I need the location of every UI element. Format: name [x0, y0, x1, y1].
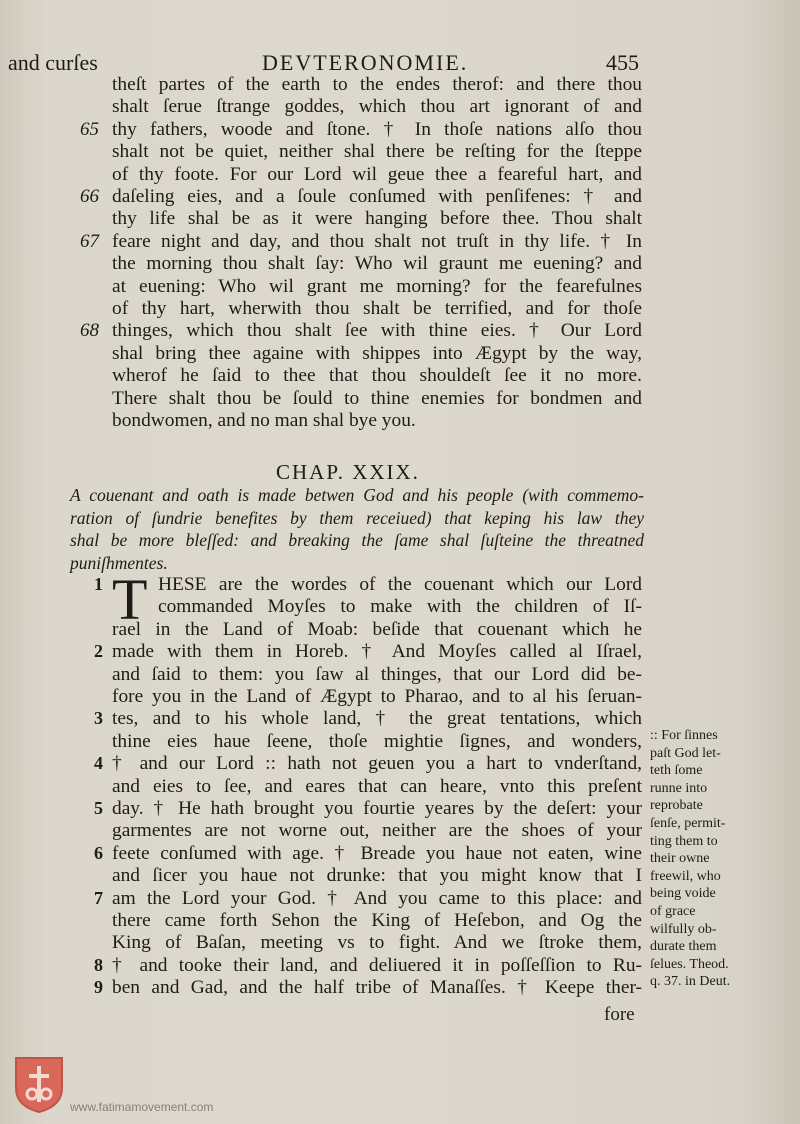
text-line: HESE are the wordes of the couenant which our Lord: [158, 574, 642, 595]
verse-number: 66: [80, 186, 99, 207]
verse-number: 5: [94, 798, 103, 818]
verse-number: 68: [80, 320, 99, 342]
margin-note-line: freewil, who: [650, 868, 721, 884]
margin-note-line: reprobate: [650, 798, 703, 814]
text-line: shal bring thee againe with shippes into Ægypt by the way,: [112, 342, 642, 364]
margin-note-line: ſenſe, permit-: [650, 816, 726, 831]
header-title: DEVTERONOMIE.: [262, 50, 469, 75]
argument-line: A couenant and oath is made betwen God and his people (with commemo-: [70, 485, 644, 505]
margin-note-line: q. 37. in Deut.: [650, 974, 731, 990]
verse-number: 7: [94, 887, 103, 908]
text-line: and eies to ſee, and eares that can heare, vnto this preſent: [112, 775, 642, 797]
chapter-title: CHAP. XXIX.: [276, 460, 420, 484]
text-line: thy life shal be as it were hanging before thee. Thou shalt: [112, 208, 642, 230]
watermark-url: www.fatimamovement.com: [70, 1100, 214, 1114]
text-line: thine eies haue ſeene, thoſe mightie ſignes, and wonders,: [112, 730, 642, 752]
text-line: thinges, which thou shalt ſee with thine eies. † Our Lord: [112, 320, 642, 342]
text-line: shalt ſerue ſtrange goddes, which thou art ignorant of and: [112, 96, 642, 118]
text-line: King of Baſan, meeting vs to fight. And we ſtroke them,: [112, 932, 642, 954]
header-left: and curſes: [8, 50, 98, 75]
text-line: † and our Lord :: hath not geuen you a hart to vnderſtand,: [112, 753, 642, 775]
text-line: feare night and day, and thou shalt not truſt in thy life. † In: [112, 230, 642, 252]
text-line: fore you in the Land of Ægypt to Pharao, and to al his ſeruan-: [112, 686, 642, 707]
text-line: and ſicer you haue not drunke: that you might know that I: [112, 865, 642, 887]
text-line: made with them in Horeb. † And Moyſes called al Iſrael,: [112, 641, 642, 663]
text-line: garmentes are not worne out, neither are the shoes of your: [112, 820, 642, 842]
verse-number: 65: [80, 118, 99, 140]
text-line: and ſaid to them: you ſaw al thinges, that our Lord did be-: [112, 663, 642, 685]
margin-note-line: durate them: [650, 939, 717, 955]
argument-line: ration of ſundrie benefites by them receiued) that keping his law they: [70, 507, 644, 528]
argument-line: shal be more bleſſed: and breaking the ſame shal ſuſteine the threatned: [70, 530, 644, 550]
margin-note-line: paſt God let-: [650, 745, 721, 761]
verse-number: 3: [94, 708, 103, 729]
margin-note-line: teth ſome: [650, 763, 703, 779]
verse-number: 8: [94, 954, 103, 975]
text-line: † and tooke their land, and deliuered it in poſſeſſion to Ru-: [112, 954, 642, 976]
catchword: fore: [604, 1004, 635, 1025]
margin-note-line: their owne: [650, 851, 710, 867]
text-line: commanded Moyſes to make with the children of Iſ-: [158, 596, 642, 618]
text-line: rael in the Land of Moab: beſide that couenant which he: [112, 618, 642, 640]
margin-note-line: :: For ſinnes: [650, 728, 718, 743]
text-line: tes, and to his whole land, † the great tentations, which: [112, 708, 642, 730]
text-line: theſt partes of the earth to the endes therof: and there thou: [112, 74, 642, 95]
text-line: wherof he ſaid to thee that thou shouldeſt ſee it no more.: [112, 365, 642, 387]
margin-note-line: wilfully ob-: [650, 921, 717, 937]
verse-number: 4: [94, 753, 103, 774]
text-line: daſeling eies, and a ſoule conſumed with penſifenes: † and: [112, 186, 642, 207]
text-line: am the Lord your God. † And you came to this place: and: [112, 887, 642, 909]
argument-line: puniſhmentes.: [70, 552, 168, 573]
text-line: there came forth Sehon the King of Heſebon, and Og the: [112, 910, 642, 931]
verse-number: 9: [94, 977, 103, 998]
verse-number: 67: [80, 230, 99, 252]
margin-note-line: runne into: [650, 780, 708, 796]
verse-number: 1: [94, 574, 103, 594]
text-line: at euening: Who wil grant me morning? for the fearefulnes: [112, 275, 642, 297]
text-line: shalt not be quiet, neither shal there be reſting for the ſteppe: [112, 141, 642, 163]
drop-cap: T: [112, 567, 148, 632]
verse-number: 2: [94, 641, 103, 662]
page-number: 455: [606, 50, 639, 75]
margin-note-line: ting them to: [650, 833, 718, 849]
text-line: feete conſumed with age. † Breade you haue not eaten, wine: [112, 842, 642, 864]
text-line: of thy foote. For our Lord wil geue thee a feareful hart, and: [112, 163, 642, 185]
text-line: the morning thou shalt ſay: Who wil graunt me euening? and: [112, 253, 642, 275]
text-line: There shalt thou be ſould to thine enemies for bondmen and: [112, 387, 642, 409]
text-line: thy fathers, woode and ſtone. † In thoſe nations alſo thou: [112, 118, 642, 140]
margin-note-line: being voide: [650, 886, 716, 902]
text-line: day. † He hath brought you fourtie yeares by the deſert: your: [112, 798, 642, 819]
margin-note-line: of grace: [650, 904, 696, 919]
verse-number: 6: [94, 842, 103, 863]
text-line: bondwomen, and no man shal bye you.: [112, 410, 416, 431]
text-line: ben and Gad, and the half tribe of Manaſſes. † Keepe ther-: [112, 977, 642, 999]
margin-note-line: ſelues. Theod.: [650, 956, 729, 972]
shield-logo-icon: [12, 1054, 66, 1114]
text-line: of thy hart, wherwith thou shalt be terrified, and for thoſe: [112, 298, 642, 319]
